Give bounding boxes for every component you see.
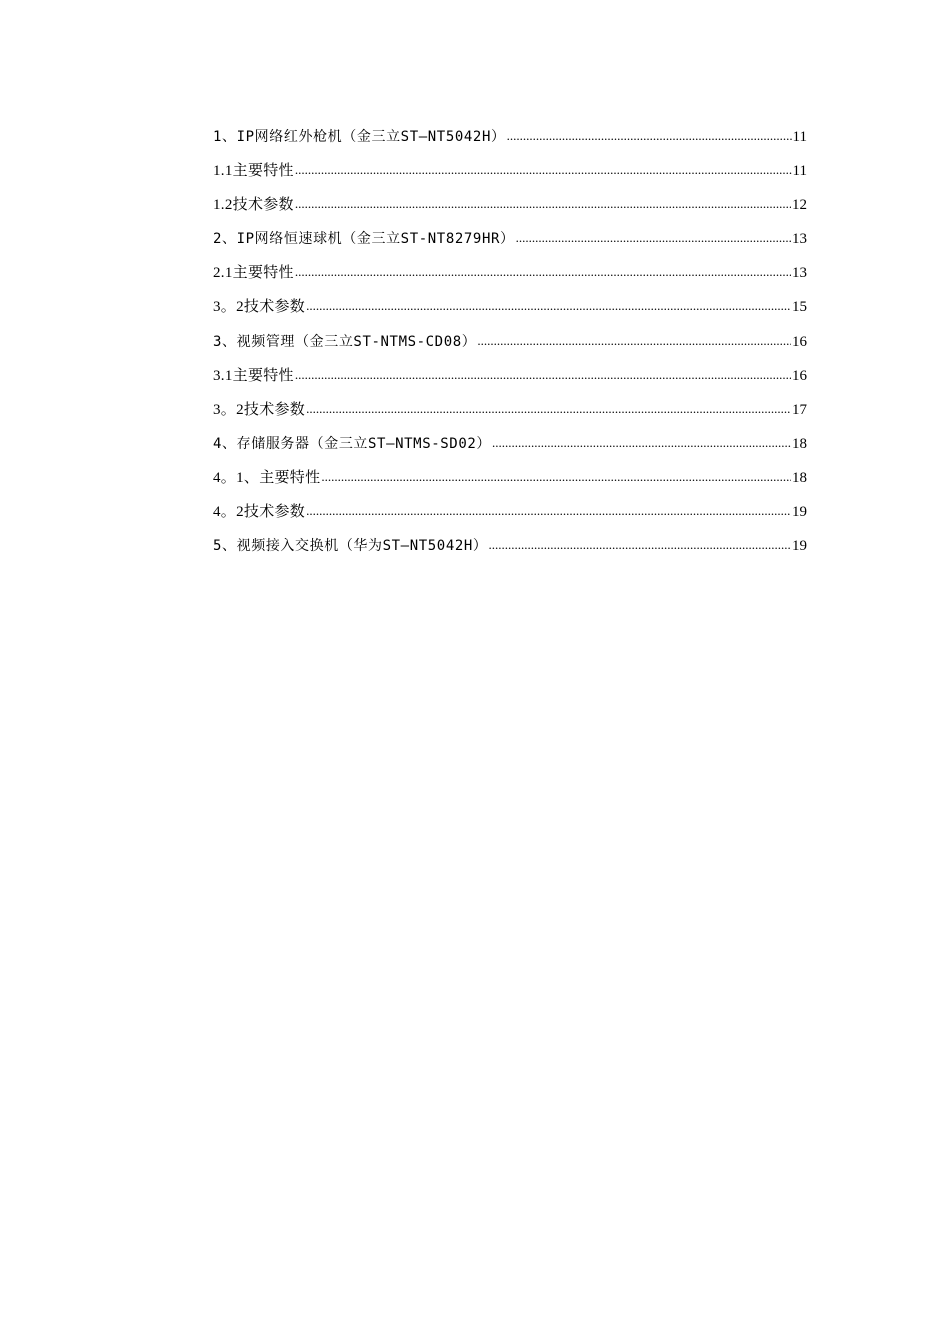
toc-entry[interactable]: [213, 535, 807, 569]
toc-dot-leader: [295, 193, 791, 215]
toc-page-number: 12: [792, 197, 807, 214]
toc-entry[interactable]: [213, 160, 807, 194]
toc-dot-leader: [306, 500, 791, 522]
toc-dot-leader: [295, 159, 792, 181]
toc-dot-leader: [306, 295, 791, 317]
toc-dot-leader: [489, 534, 791, 556]
toc-entry-title: 1.2技术参数: [213, 197, 294, 214]
toc-page-number: 18: [792, 435, 807, 452]
toc-entry-title: 3。2技术参数: [213, 299, 306, 316]
toc-entry[interactable]: [213, 194, 807, 228]
toc-page-number: 18: [792, 469, 807, 486]
toc-entry-title: 2.1主要特性: [213, 265, 294, 282]
toc-page-number: 13: [792, 231, 807, 248]
toc-dot-leader: [295, 261, 791, 283]
toc-entry[interactable]: [213, 262, 807, 296]
toc-entry-title: 4。1、主要特性: [213, 469, 321, 486]
toc-dot-leader: [295, 364, 791, 386]
toc-entry[interactable]: [213, 467, 807, 501]
toc-entry[interactable]: [213, 399, 807, 433]
toc-page-number: 13: [792, 265, 807, 282]
toc-entry-title: 1.1主要特性: [213, 163, 294, 180]
toc-dot-leader: [321, 466, 791, 488]
toc-entry[interactable]: [213, 501, 807, 535]
toc-entry-title: 5、视频接入交换机（华为ST—NT5042H）: [213, 538, 488, 555]
toc-dot-leader: [492, 432, 791, 454]
toc-entry-title: 1、IP网络红外枪机（金三立ST—NT5042H）: [213, 129, 506, 145]
toc-page-number: 16: [792, 333, 807, 350]
toc-entry[interactable]: [213, 331, 807, 365]
toc-entry-title: 4、存储服务器（金三立ST—NTMS-SD02）: [213, 435, 491, 452]
toc-dot-leader: [516, 227, 791, 249]
toc-page-number: 11: [792, 129, 807, 145]
table-of-contents: [213, 126, 807, 569]
toc-entry-title: 2、IP网络恒速球机（金三立ST-NT8279HR）: [213, 231, 515, 248]
toc-entry[interactable]: [213, 126, 807, 160]
toc-entry[interactable]: [213, 296, 807, 330]
toc-entry[interactable]: [213, 365, 807, 399]
toc-page-number: 16: [792, 367, 807, 384]
toc-page-number: 17: [792, 401, 807, 418]
toc-entry[interactable]: [213, 228, 807, 262]
toc-entry-title: 3.1主要特性: [213, 367, 294, 384]
toc-page-number: 19: [792, 504, 807, 521]
toc-page-number: 19: [792, 538, 807, 555]
toc-entry-title: 3。2技术参数: [213, 401, 306, 418]
toc-entry-title: 4。2技术参数: [213, 504, 306, 521]
toc-dot-leader: [507, 125, 792, 147]
toc-page-number: 11: [792, 163, 807, 180]
toc-entry-title: 3、视频管理（金三立ST-NTMS-CD08）: [213, 333, 477, 350]
toc-dot-leader: [306, 398, 791, 420]
toc-dot-leader: [477, 330, 791, 352]
toc-entry[interactable]: [213, 433, 807, 467]
toc-page-number: 15: [792, 299, 807, 316]
